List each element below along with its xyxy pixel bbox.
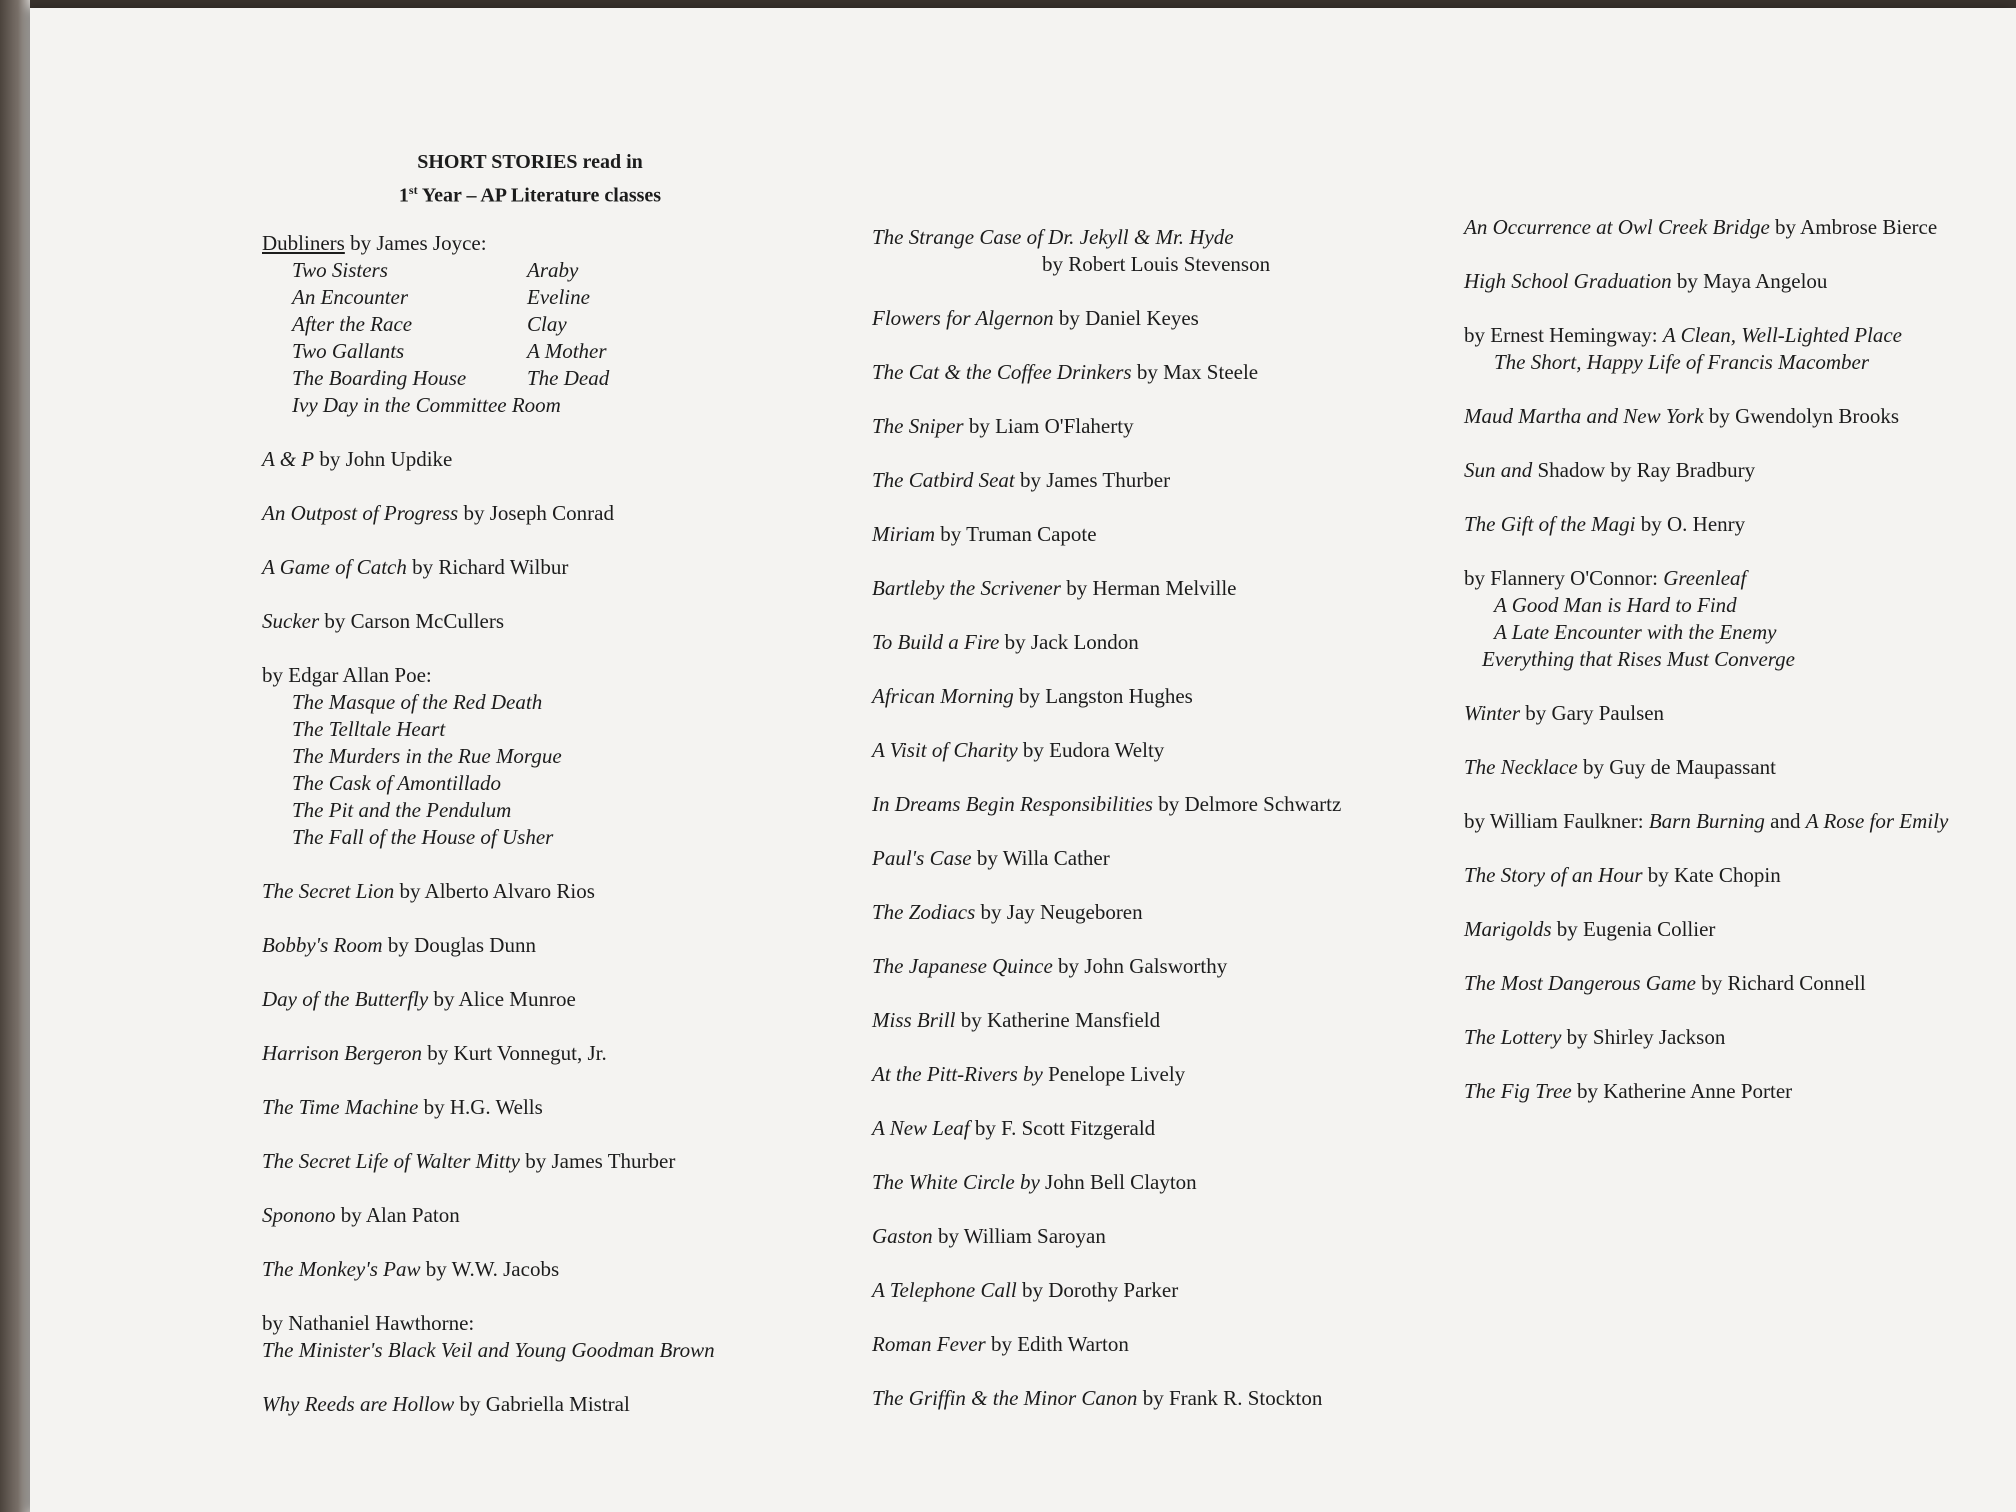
story-entry: The Time Machine by H.G. Wells [262, 1095, 543, 1119]
story-entry: A Game of Catch by Richard Wilbur [262, 555, 569, 579]
story-entry: The Necklace by Guy de Maupassant [1464, 755, 1777, 779]
page-title [330, 148, 730, 210]
story-entry: The Japanese Quince by John Galsworthy [872, 954, 1228, 978]
story-entry: In Dreams Begin Responsibilities by Delmore Schwartz [872, 792, 1342, 816]
story-entry: Roman Fever by Edith Warton [872, 1332, 1129, 1356]
story-entry: High School Graduation by Maya Angelou [1464, 269, 1828, 293]
story-entry: The Secret Life of Walter Mitty by James Thurber [262, 1149, 676, 1173]
story-entry: A New Leaf by F. Scott Fitzgerald [872, 1116, 1156, 1140]
story-entry: Maud Martha and New York by Gwendolyn Brooks [1464, 404, 1899, 428]
story-pair: The Boarding House The Dead [292, 366, 610, 390]
story-entry: A Telephone Call by Dorothy Parker [872, 1278, 1179, 1302]
story-entry: The Secret Lion by Alberto Alvaro Rios [262, 879, 595, 903]
story-entry: The Catbird Seat by James Thurber [872, 468, 1171, 492]
story-entry: The White Circle by John Bell Clayton [872, 1170, 1197, 1194]
story-pair: An Encounter Eveline [292, 285, 590, 309]
story-entry-jekyll: The Strange Case of Dr. Jekyll & Mr. Hyde by Robert Louis Stevenson [872, 225, 1271, 276]
story-entry: Sun and Shadow by Ray Bradbury [1464, 458, 1756, 482]
title-line-1: SHORT STORIES read in [417, 151, 643, 173]
story-entry: At the Pitt-Rivers by Penelope Lively [872, 1062, 1186, 1086]
story-entry: The Most Dangerous Game by Richard Connell [1464, 971, 1866, 995]
story-entry-oconnor: by Flannery O'Connor: Greenleaf A Good Man is Hard to Find A Late Encounter with the Enemy Everything that Rises Must Converge [1464, 566, 1795, 671]
story-entry: The Monkey's Paw by W.W. Jacobs [262, 1257, 560, 1281]
story-entry: A Visit of Charity by Eudora Welty [872, 738, 1165, 762]
story-entry: An Outpost of Progress by Joseph Conrad [262, 501, 614, 525]
story-entry: Why Reeds are Hollow by Gabriella Mistral [262, 1392, 630, 1416]
story-entry: An Occurrence at Owl Creek Bridge by Ambrose Bierce [1464, 215, 1938, 239]
story-pair: Two Gallants A Mother [292, 339, 607, 363]
story-entry-faulkner: by William Faulkner: Barn Burning and A Rose for Emily [1464, 809, 1949, 833]
story-entry: Miss Brill by Katherine Mansfield [872, 1008, 1161, 1032]
story-entry: Paul's Case by Willa Cather [872, 846, 1110, 870]
title-line-2: 1st Year – AP Literature classes [398, 183, 662, 207]
story-entry: Sucker by Carson McCullers [262, 609, 505, 633]
story-entry: Flowers for Algernon by Daniel Keyes [872, 306, 1199, 330]
column-3 [1464, 214, 2016, 1132]
story-entry: To Build a Fire by Jack London [872, 630, 1139, 654]
story-entry-poe: by Edgar Allan Poe: The Masque of the Red Death The Telltale Heart The Murders in the Rue Morgue The Cask of Amontillado The Pit and the Pendulum The Fall of the House of Usher [262, 663, 562, 849]
story-entry: The Sniper by Liam O'Flaherty [872, 414, 1134, 438]
story-entry: The Gift of the Magi by O. Henry [1464, 512, 1746, 536]
story-entry: The Story of an Hour by Kate Chopin [1464, 863, 1781, 887]
story-entry: Bartleby the Scrivener by Herman Melville [872, 576, 1237, 600]
story-entry: Winter by Gary Paulsen [1464, 701, 1665, 725]
story-entry-hawthorne: by Nathaniel Hawthorne: The Minister's Black Veil and Young Goodman Brown [262, 1311, 715, 1362]
story-entry: The Griffin & the Minor Canon by Frank R. Stockton [872, 1386, 1323, 1410]
story-entry: Day of the Butterfly by Alice Munroe [262, 987, 576, 1011]
story-entry: Harrison Bergeron by Kurt Vonnegut, Jr. [262, 1041, 607, 1065]
story-entry: Miriam by Truman Capote [872, 522, 1097, 546]
column-1 [262, 230, 822, 1445]
story-entry: A & P by John Updike [262, 447, 453, 471]
column-2 [872, 224, 1412, 1439]
story-entry: Marigolds by Eugenia Collier [1464, 917, 1716, 941]
story-entry-dubliners: Dubliners by James Joyce: Two Sisters Araby An Encounter Eveline After the Race Clay Two Gallants A Mother The Boarding House The Dead Ivy Day in the Committee Room [262, 230, 822, 419]
story-entry: African Morning by Langston Hughes [872, 684, 1193, 708]
story-pair: Two Sisters Araby [292, 258, 579, 282]
story-entry: Bobby's Room by Douglas Dunn [262, 933, 536, 957]
document-page [30, 8, 2016, 1512]
story-entry: The Lottery by Shirley Jackson [1464, 1025, 1726, 1049]
story-entry: The Fig Tree by Katherine Anne Porter [1464, 1079, 1793, 1103]
page-shadow-edge [0, 0, 30, 1512]
story-entry: The Cat & the Coffee Drinkers by Max Steele [872, 360, 1259, 384]
story-entry: The Zodiacs by Jay Neugeboren [872, 900, 1143, 924]
story-title: Ivy Day in the Committee Room [292, 393, 561, 417]
story-entry: Gaston by William Saroyan [872, 1224, 1106, 1248]
story-entry-hemingway: by Ernest Hemingway: A Clean, Well-Lighted Place The Short, Happy Life of Francis Macomber [1464, 323, 1903, 374]
story-entry: Sponono by Alan Paton [262, 1203, 460, 1227]
story-pair: After the Race Clay [292, 312, 567, 336]
